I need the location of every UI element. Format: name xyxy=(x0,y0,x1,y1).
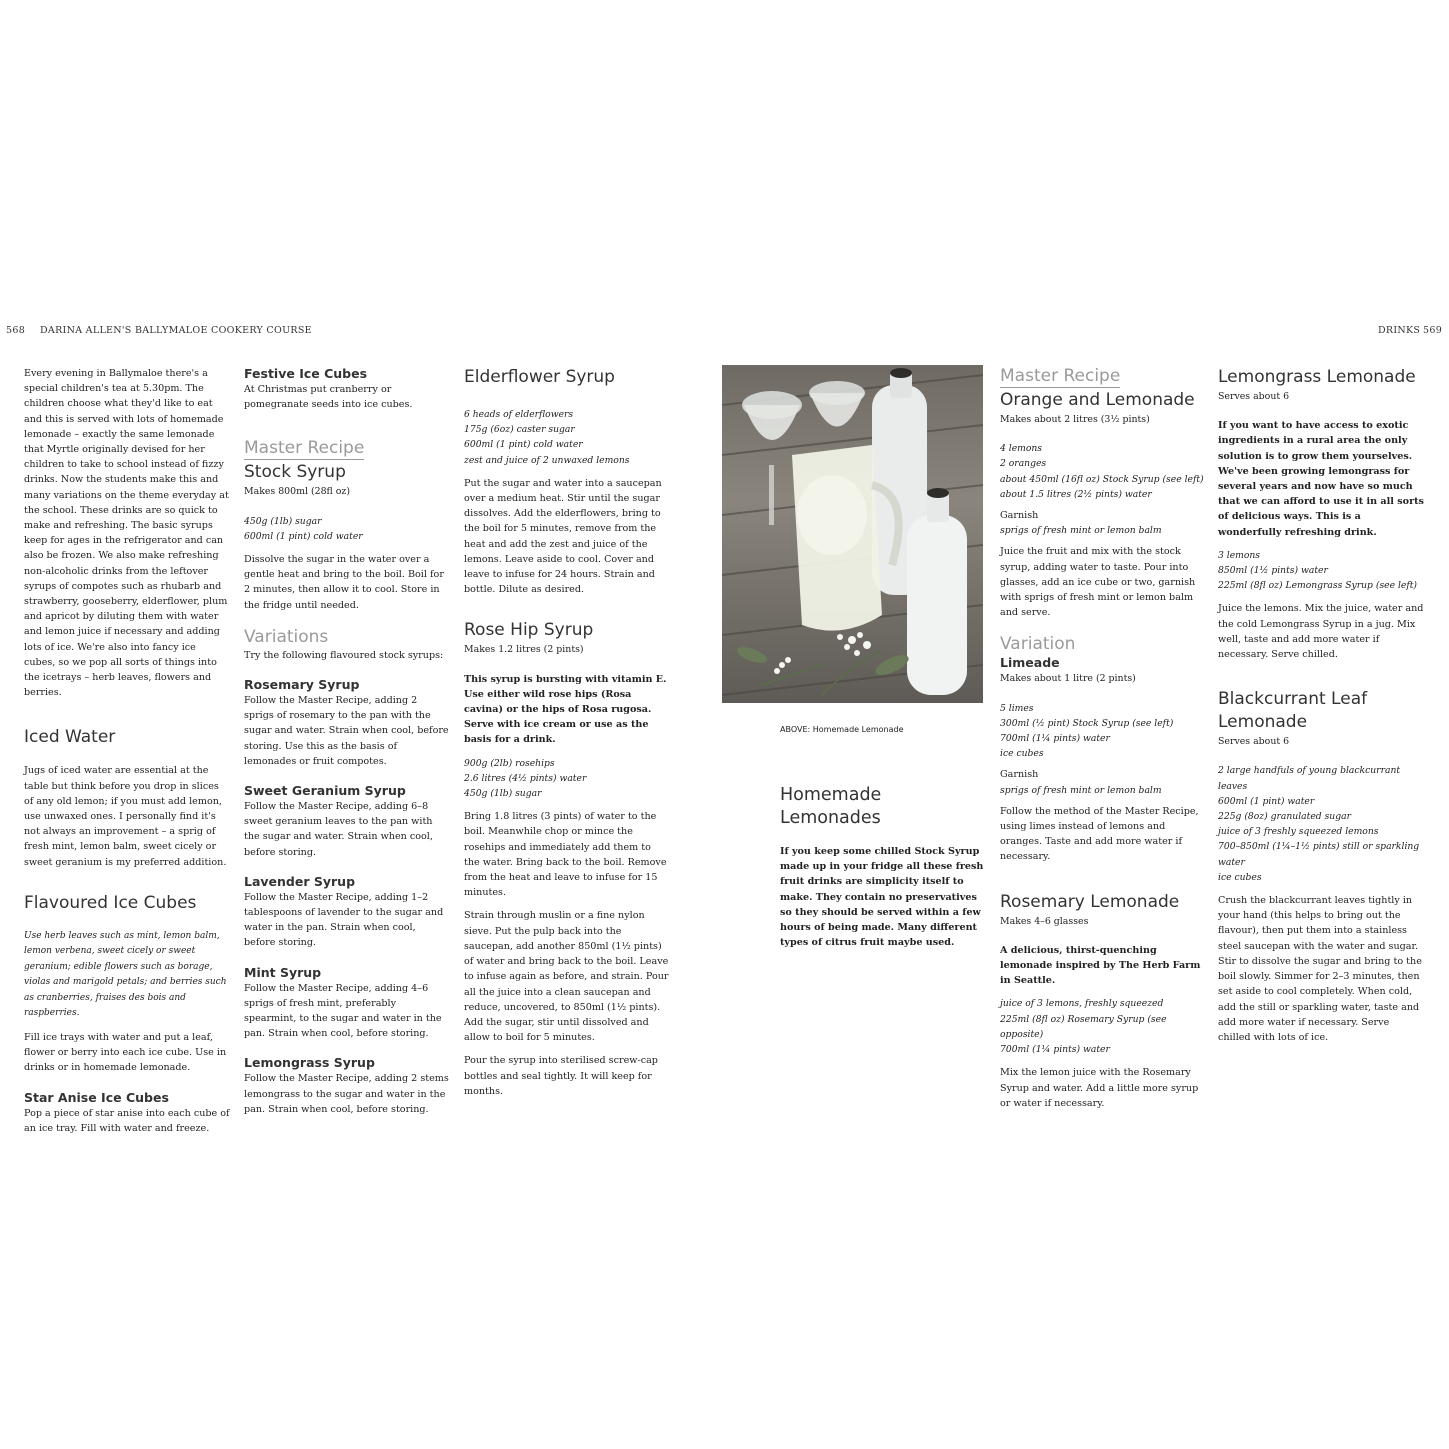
column-2 xyxy=(244,366,449,1125)
lemongrass-method: Juice the lemons. Mix the juice, water and the cold Lemongrass Syrup in a jug. Mix well, taste and add more water if necessary. Serve chilled. xyxy=(1218,603,1424,661)
left-page-number: 568 xyxy=(6,325,26,336)
lemongrass-intro: If you want to have access to exotic ingredients in a rural area the only solution is to grow them yourselves. We've been growing lemongrass for several years and now have so much that we can afford to use it in all sorts of delicious ways. This is a wonderfully refreshing drink. xyxy=(1218,420,1424,538)
ingredient: 225g (8oz) granulated sugar xyxy=(1218,811,1351,823)
garnish-label: Garnish xyxy=(1000,769,1039,781)
column-6 xyxy=(1218,366,1424,1053)
rose-hip-intro: This syrup is bursting with vitamin E. Use either wild rose hips (Rosa cavina) or the hips of Rosa rugosa. Serve with ice cream or use as the basis for a drink. xyxy=(464,673,667,746)
lemongrass-syrup-title: Lemongrass Syrup xyxy=(244,1055,375,1071)
ingredient: about 1.5 litres (2½ pints) water xyxy=(1000,488,1152,500)
rose-hip-ingredients xyxy=(464,756,669,802)
ingredient: 700ml (1¼ pints) water xyxy=(1000,733,1110,745)
flavoured-ice-italic: Use herb leaves such as mint, lemon balm, lemon verbena, sweet cicely or sweet geranium; edible flowers such as borage, violas and marigold petals; and berries such as cranberries, fraises des bois and raspberries. xyxy=(24,930,227,1019)
ingredient: juice of 3 freshly squeezed lemons xyxy=(1218,826,1379,838)
ingredient: 2 oranges xyxy=(1000,458,1047,470)
stock-syrup-title: Stock Syrup xyxy=(244,462,346,483)
ingredient: 2.6 litres (4½ pints) water xyxy=(464,772,587,784)
limeade-yield: Makes about 1 litre (2 pints) xyxy=(1000,673,1136,685)
iced-water-title: Iced Water xyxy=(24,727,116,748)
rose-hip-method-1: Bring 1.8 litres (3 pints) of water to the boil. Meanwhile chop or mince the rosehips and immediately add them to the water. Bring back to the boil. Remove from the heat and leave to infuse for 15 minutes. xyxy=(464,811,667,899)
ingredient: 2 large handfuls of young blackcurrant leaves xyxy=(1218,765,1401,792)
orange-lemonade-yield: Makes about 2 litres (3½ pints) xyxy=(1000,414,1150,425)
ingredient: 600ml (1 pint) cold water xyxy=(464,439,583,451)
ingredient: 600ml (1 pint) water xyxy=(1218,795,1315,807)
stock-ingredients xyxy=(244,514,449,544)
rosemary-syrup-text: Follow the Master Recipe, adding 2 sprigs of rosemary to the pan with the sugar and water. Strain when cool, before storing. Use this as the basis of lemonades or fruit compotes. xyxy=(244,695,449,767)
ingredient: 175g (6oz) caster sugar xyxy=(464,424,575,436)
ingredient: 450g (1lb) sugar xyxy=(464,788,542,800)
ingredient: 850ml (1½ pints) water xyxy=(1218,565,1328,577)
variations-intro: Try the following flavoured stock syrups: xyxy=(244,649,444,661)
blackcurrant-ingredients xyxy=(1218,763,1424,885)
limeade-title: Limeade xyxy=(1000,655,1060,671)
orange-lemonade-title: Orange and Lemonade xyxy=(1000,390,1195,410)
ingredient: 4 lemons xyxy=(1000,443,1043,455)
ingredient: 225ml (8fl oz) Lemongrass Syrup (see left) xyxy=(1218,580,1418,592)
limeade-method: Follow the method of the Master Recipe, using limes instead of lemons and oranges. Taste and add more water if necessary. xyxy=(1000,805,1199,863)
ingredient: 6 heads of elderflowers xyxy=(464,409,574,420)
geranium-syrup-text: Follow the Master Recipe, adding 6–8 sweet geranium leaves to the pan with the sugar and water. Strain when cool, before storing. xyxy=(244,801,433,858)
flavoured-ice-text: Fill ice trays with water and put a leaf, flower or berry into each ice cube. Use in drinks or in homemade lemonade. xyxy=(24,1031,227,1074)
ingredient: 3 lemons xyxy=(1218,549,1261,561)
intro-paragraph: Every evening in Ballymaloe there's a special children's tea at 5.30pm. The children choose what they'd like to eat and this is served with lots of homemade lemonade – exactly the same lemonade that Myrtle originally devised for her children to take to school instead of fizzy drinks. Now the students make this and many variations on the theme everyday at the school. These drinks are so quick to make and refreshing. The basic syrups keep for ages in the refrigerator and can also be frozen. We also make refreshing non-alcoholic drinks from the leftover syrups of compotes such as rhubarb and strawberry, gooseberry, elderflower, plum and apricot by diluting them with water and lemon juice if necessary and adding lots of ice. We're also into fancy ice cubes, so we pop all sorts of things into the icetrays – herb leaves, flowers and berries. xyxy=(24,368,229,699)
mint-syrup-title: Mint Syrup xyxy=(244,964,322,980)
homemade-lemonade-photo xyxy=(722,365,983,703)
garnish-label: Garnish xyxy=(1000,510,1039,522)
rose-hip-title: Rose Hip Syrup xyxy=(464,620,594,641)
master-recipe-label: Master Recipe xyxy=(1000,366,1121,386)
ingredient: 900g (2lb) rosehips xyxy=(464,757,555,769)
photo-caption: ABOVE: Homemade Lemonade xyxy=(780,725,904,734)
rose-hip-method-2: Strain through muslin or a fine nylon sieve. Put the pulp back into the saucepan, add another 850ml (1½ pints) of water and bring back to the boil. Leave to infuse again as before, and strain. Pour all the juice into a clean saucepan and reduce, uncovered, to 850ml (1½ pints). Add the sugar, stir until dissolved and allow to boil for 5 minutes. xyxy=(464,910,669,1044)
stock-method: Dissolve the sugar in the water over a gentle heat and bring to the boil. Boil for 2 minutes, then allow it to cool. Store in the fridge until needed. xyxy=(244,554,444,611)
rosemary-ingredients xyxy=(1000,996,1205,1057)
ingredient: ice cubes xyxy=(1218,871,1262,883)
master-recipe-label: Master Recipe xyxy=(244,438,365,459)
iced-water-text: Jugs of iced water are essential at the table but think before you drop in slices of any old lemon; if you must add lemon, use unwaxed ones. I personally find it's not always an improvement – a sprig of fresh mint, lemon balm, sweet cicely or sweet geranium is my preferred addition. xyxy=(24,765,227,868)
star-anise-text: Pop a piece of star anise into each cube of an ice tray. Fill with water and freeze. xyxy=(24,1107,230,1134)
blackcurrant-title: Blackcurrant Leaf Lemonade xyxy=(1218,689,1368,733)
festive-title: Festive Ice Cubes xyxy=(244,366,368,381)
orange-garnish: sprigs of fresh mint or lemon balm xyxy=(1000,525,1162,537)
limeade-ingredients xyxy=(1000,701,1205,762)
elderflower-method: Put the sugar and water into a saucepan over a medium heat. Stir until the sugar dissolves. Add the elderflowers, bring to the boil for 5 minutes, remove from the heat and add the zest and juice of the lemons. Leave aside to cool. Cover and leave to infuse for 24 hours. Strain and bottle. Dilute as desired. xyxy=(464,477,662,596)
ingredient: 700–850ml (1¼–1½ pints) still or sparkling water xyxy=(1218,841,1420,868)
ingredient: 5 limes xyxy=(1000,702,1034,714)
festive-text: At Christmas put cranberry or pomegranate seeds into ice cubes. xyxy=(244,384,413,411)
column-4 xyxy=(780,784,986,958)
limeade-garnish: sprigs of fresh mint or lemon balm xyxy=(1000,784,1162,796)
blackcurrant-method: Crush the blackcurrant leaves tightly in your hand (this helps to bring out the flavour), then put them into a stainless steel saucepan with the water and sugar. Stir to dissolve the sugar and bring to the boil slowly. Simmer for 2–3 minutes, then set aside to cool completely. When cold, add the still or sparkling water, taste and add more water if necessary. Serve chilled with lots of ice. xyxy=(1218,895,1422,1043)
homemade-lemonades-title: Homemade Lemonades xyxy=(780,785,882,828)
elderflower-title: Elderflower Syrup xyxy=(464,367,615,387)
lemongrass-yield: Serves about 6 xyxy=(1218,391,1290,402)
lavender-syrup-title: Lavender Syrup xyxy=(244,873,356,889)
elderflower-ingredients xyxy=(464,407,669,468)
column-3 xyxy=(464,366,669,1107)
ingredient: juice of 3 lemons, freshly squeezed xyxy=(1000,998,1164,1010)
column-5 xyxy=(1000,366,1205,1119)
homemade-lemonades-text: If you keep some chilled Stock Syrup made up in your fridge all these fresh fruit drinks are simplicity itself to make. They contain no preservatives so they should be served within a few hours of being made. Many different types of citrus fruit maybe used. xyxy=(780,846,984,949)
stock-yield: Makes 800ml (28fl oz) xyxy=(244,486,351,498)
ingredient: zest and juice of 2 unwaxed lemons xyxy=(464,454,630,466)
lemongrass-lemonade-title: Lemongrass Lemonade xyxy=(1218,367,1416,387)
rosemary-lemonade-method: Mix the lemon juice with the Rosemary Syrup and water. Add a little more syrup or water if necessary. xyxy=(1000,1067,1199,1109)
variations-title: Variations xyxy=(244,626,329,647)
right-page-number: 569 xyxy=(1423,325,1443,336)
ingredient: ice cubes xyxy=(1000,748,1044,760)
rose-hip-yield: Makes 1.2 litres (2 pints) xyxy=(464,644,584,656)
blackcurrant-yield: Serves about 6 xyxy=(1218,736,1290,748)
rosemary-lemonade-title: Rosemary Lemonade xyxy=(1000,891,1180,912)
ingredient: about 450ml (16fl oz) Stock Syrup (see left) xyxy=(1000,473,1204,485)
star-anise-title: Star Anise Ice Cubes xyxy=(24,1089,169,1105)
lemongrass-ingredients xyxy=(1218,548,1424,594)
column-1 xyxy=(24,366,230,1144)
orange-method: Juice the fruit and mix with the stock syrup, adding water to taste. Pour into glasses, add an ice cube or two, garnish with sprigs of fresh mint or lemon balm and serve. xyxy=(1000,546,1196,619)
rosemary-syrup-title: Rosemary Syrup xyxy=(244,677,360,693)
rose-hip-method-3: Pour the syrup into sterilised screw-cap bottles and seal tightly. It will keep for months. xyxy=(464,1055,658,1097)
mint-syrup-text: Follow the Master Recipe, adding 4–6 sprigs of fresh mint, preferably spearmint, to the sugar and water in the pan. Strain when cool, before storing. xyxy=(244,982,442,1040)
lemongrass-syrup-text: Follow the Master Recipe, adding 2 stems lemongrass to the sugar and water in the pan. Strain when cool, before storing. xyxy=(244,1073,449,1115)
rosemary-lemonade-intro: A delicious, thirst-quenching lemonade inspired by The Herb Farm in Seattle. xyxy=(1000,944,1201,987)
orange-ingredients xyxy=(1000,441,1205,502)
right-running-title: DRINKS xyxy=(1378,325,1421,336)
ingredient: 700ml (1¼ pints) water xyxy=(1000,1044,1110,1056)
ingredient: 450g (1lb) sugar xyxy=(244,515,322,527)
ingredient: 300ml (½ pint) Stock Syrup (see left) xyxy=(1000,717,1174,729)
flavoured-ice-title: Flavoured Ice Cubes xyxy=(24,892,197,913)
ingredient: 225ml (8fl oz) Rosemary Syrup (see opposite) xyxy=(1000,1013,1167,1040)
variation-title: Variation xyxy=(1000,634,1076,655)
geranium-syrup-title: Sweet Geranium Syrup xyxy=(244,783,406,799)
ingredient: 600ml (1 pint) cold water xyxy=(244,530,363,542)
left-running-title: DARINA ALLEN'S BALLYMALOE COOKERY COURSE xyxy=(40,325,312,336)
lavender-syrup-text: Follow the Master Recipe, adding 1–2 tablespoons of lavender to the sugar and water in the pan. Strain when cool, before storing. xyxy=(244,891,444,949)
rosemary-lemonade-yield: Makes 4–6 glasses xyxy=(1000,915,1089,927)
